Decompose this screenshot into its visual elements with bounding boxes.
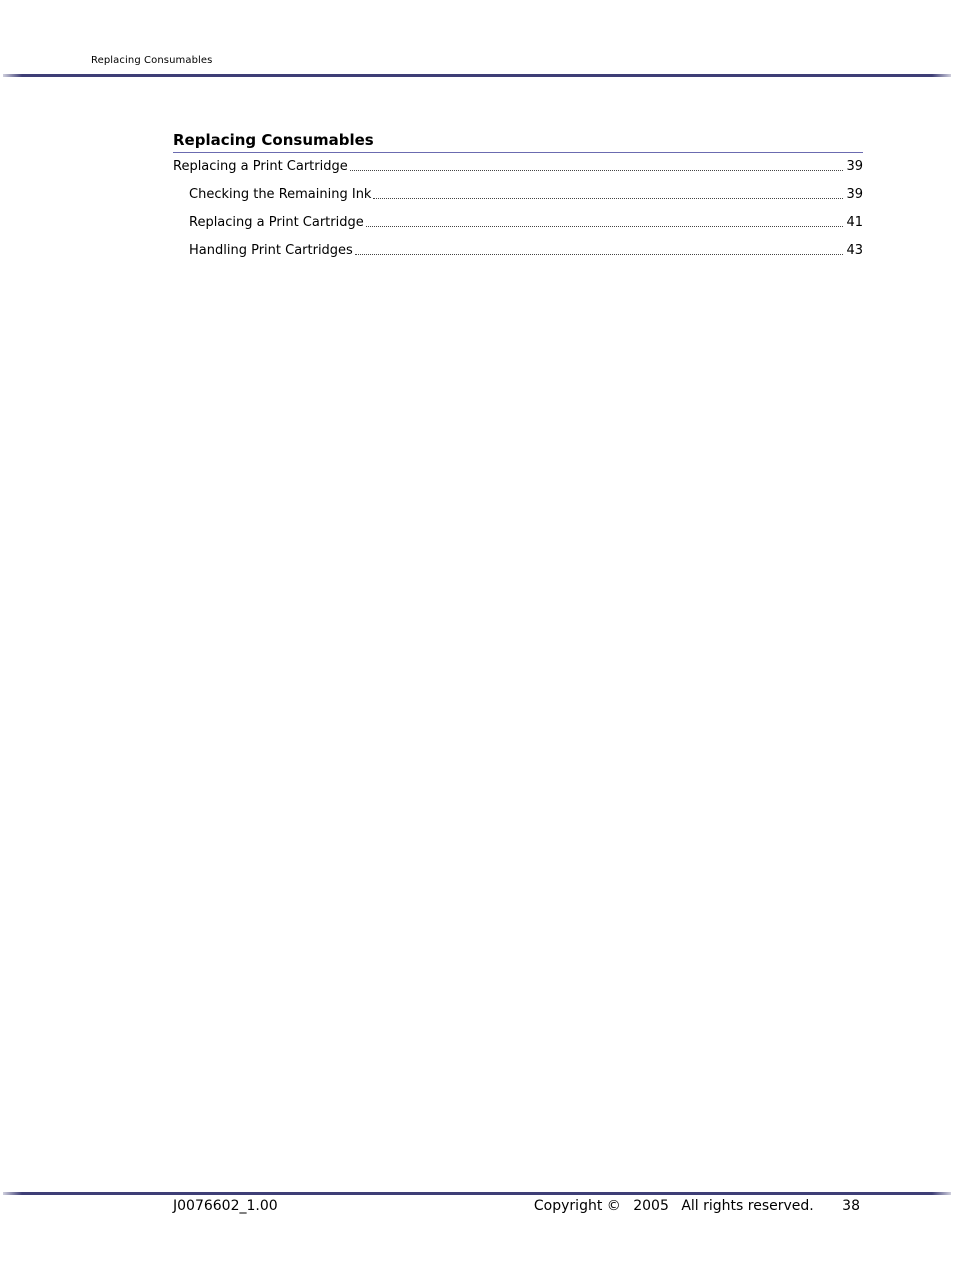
toc-entry-page: 39 bbox=[846, 159, 863, 174]
toc-leader-dots bbox=[350, 169, 844, 171]
toc-leader-dots bbox=[366, 225, 844, 227]
toc-entry-page: 41 bbox=[846, 215, 863, 230]
header-rule bbox=[3, 74, 951, 77]
page-number: 38 bbox=[842, 1198, 860, 1214]
footer-rule bbox=[3, 1192, 951, 1195]
toc-entry-page: 43 bbox=[846, 243, 863, 258]
toc-entry-label: Checking the Remaining Ink bbox=[189, 187, 372, 202]
toc-title: Replacing Consumables bbox=[173, 131, 863, 153]
table-of-contents bbox=[173, 131, 863, 265]
rights-text: All rights reserved. bbox=[681, 1198, 814, 1214]
toc-entry-label: Replacing a Print Cartridge bbox=[173, 159, 348, 174]
copyright-year: 2005 bbox=[633, 1198, 669, 1214]
toc-entry-label: Handling Print Cartridges bbox=[189, 243, 353, 258]
toc-entry-page: 39 bbox=[846, 187, 863, 202]
toc-entry[interactable] bbox=[173, 237, 863, 265]
toc-entry[interactable] bbox=[173, 153, 863, 181]
copyright-text: Copyright © bbox=[533, 1198, 621, 1214]
toc-entry[interactable] bbox=[173, 181, 863, 209]
toc-leader-dots bbox=[355, 253, 844, 255]
toc-entry[interactable] bbox=[173, 209, 863, 237]
toc-entry-label: Replacing a Print Cartridge bbox=[189, 215, 364, 230]
footer-copyright bbox=[526, 1198, 860, 1214]
running-header: Replacing Consumables bbox=[91, 55, 213, 66]
document-id: J0076602_1.00 bbox=[173, 1198, 278, 1214]
toc-leader-dots bbox=[373, 197, 843, 199]
